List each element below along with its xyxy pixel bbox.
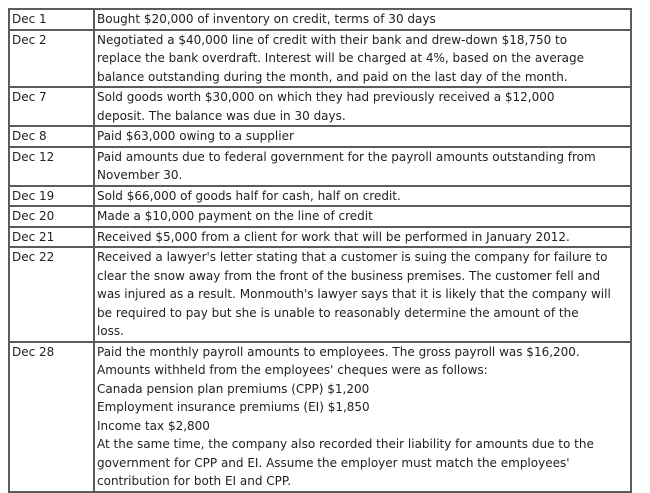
- description-cell: Paid the monthly payroll amounts to employees. The gross payroll was $16,200. Amounts withheld from the employees' cheques were as follows: Canada pension plan premiums (CPP) $1,200 Employment insurance premiums (EI) $1,850 Income tax $2,800 At the same time, the company also recorded their liability for amounts due to the government for CPP and EI. Assume the employer must match the employees' contribution for both EI and CPP.: [94, 342, 631, 492]
- date-cell: Dec 28: [9, 342, 94, 492]
- description-cell: Sold $66,000 of goods half for cash, half on credit.: [94, 186, 631, 207]
- date-cell: Dec 8: [9, 126, 94, 147]
- table-row: [9, 342, 631, 492]
- description-cell: Paid $63,000 owing to a supplier: [94, 126, 631, 147]
- description-cell: Received $5,000 from a client for work that will be performed in January 2012.: [94, 227, 631, 248]
- table-row: [9, 206, 631, 227]
- table-row: [9, 247, 631, 342]
- table-row: [9, 126, 631, 147]
- table-row: [9, 9, 631, 30]
- table-row: [9, 87, 631, 126]
- transactions-table: [8, 8, 632, 493]
- description-cell: Made a $10,000 payment on the line of credit: [94, 206, 631, 227]
- table-row: [9, 186, 631, 207]
- date-cell: Dec 20: [9, 206, 94, 227]
- description-cell: Paid amounts due to federal government for the payroll amounts outstanding from November 30.: [94, 147, 631, 186]
- date-cell: Dec 7: [9, 87, 94, 126]
- date-cell: Dec 22: [9, 247, 94, 342]
- date-cell: Dec 2: [9, 30, 94, 88]
- description-cell: Negotiated a $40,000 line of credit with their bank and drew-down $18,750 to replace the bank overdraft. Interest will be charged at 4%, based on the average balance outstanding during the month, and paid on the last day of the month.: [94, 30, 631, 88]
- description-cell: Received a lawyer's letter stating that a customer is suing the company for failure to clear the snow away from the front of the business premises. The customer fell and was injured as a result. Monmouth's lawyer says that it is likely that the company will be required to pay but she is unable to reasonably determine the amount of the loss.: [94, 247, 631, 342]
- description-cell: Bought $20,000 of inventory on credit, terms of 30 days: [94, 9, 631, 30]
- date-cell: Dec 21: [9, 227, 94, 248]
- date-cell: Dec 19: [9, 186, 94, 207]
- date-cell: Dec 1: [9, 9, 94, 30]
- table-row: [9, 30, 631, 88]
- description-cell: Sold goods worth $30,000 on which they had previously received a $12,000 deposit. The balance was due in 30 days.: [94, 87, 631, 126]
- table-row: [9, 147, 631, 186]
- date-cell: Dec 12: [9, 147, 94, 186]
- table-row: [9, 227, 631, 248]
